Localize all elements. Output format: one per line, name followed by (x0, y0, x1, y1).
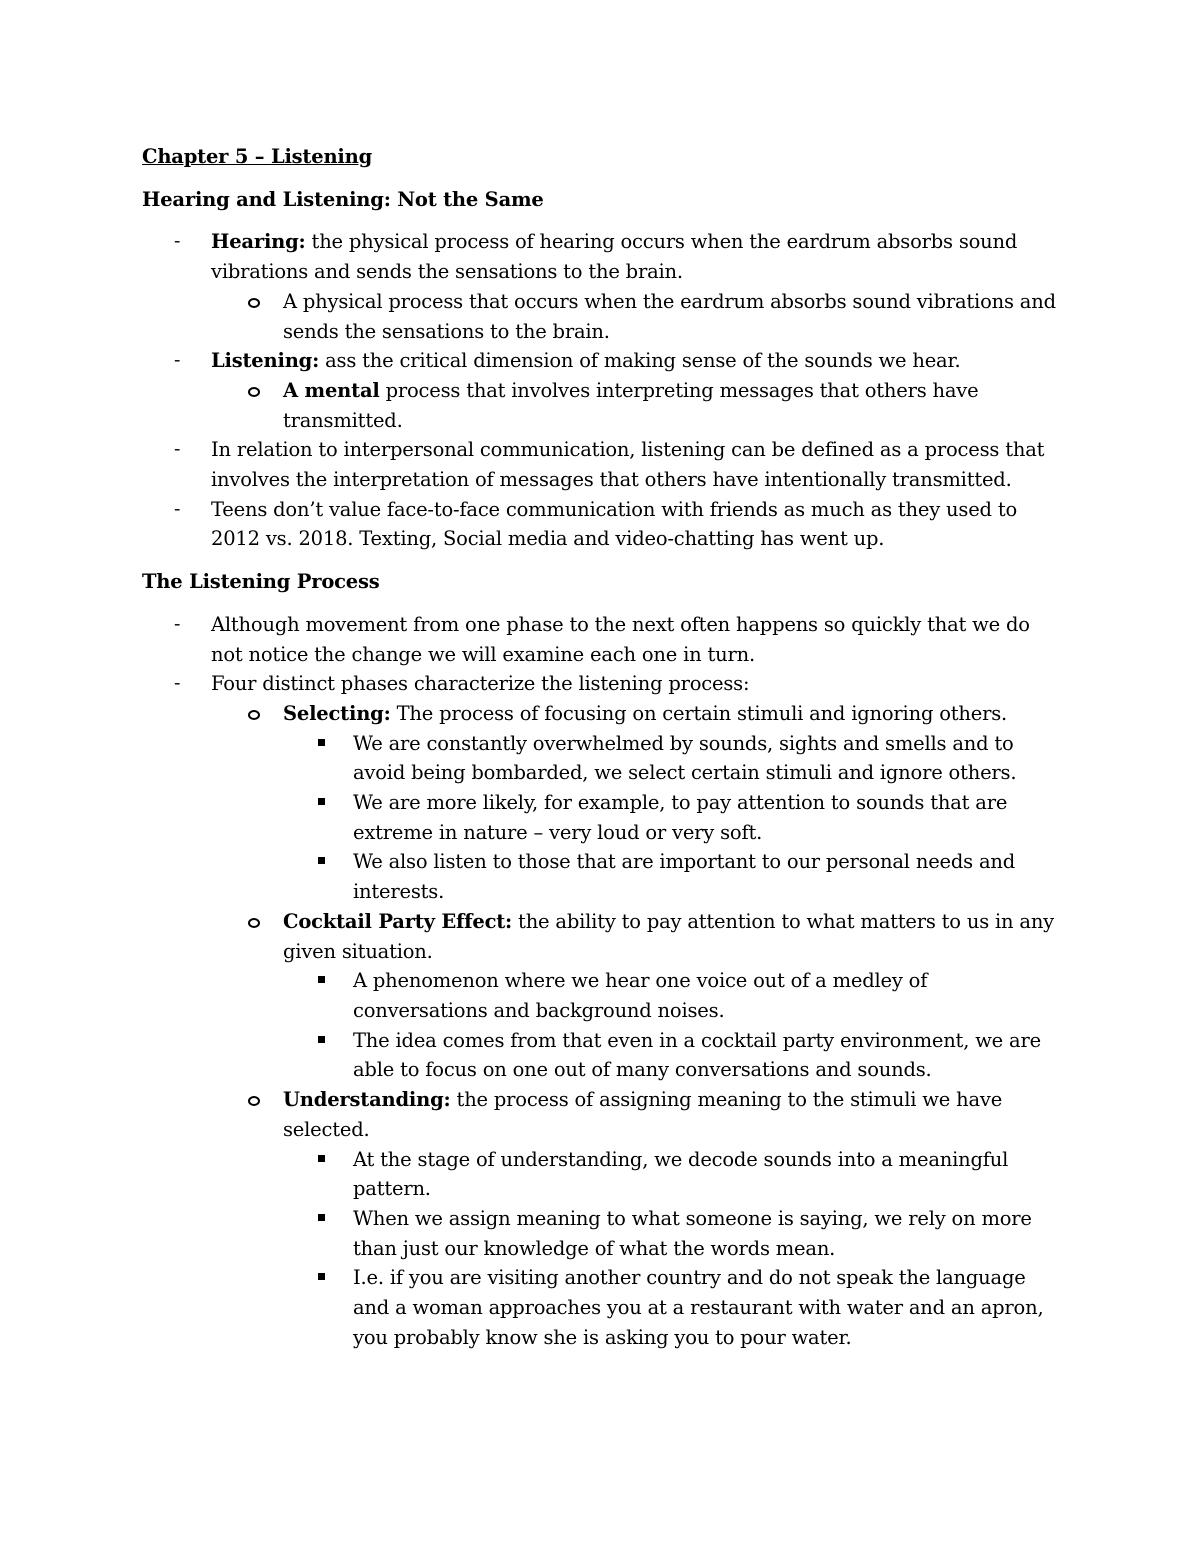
square-bullet-icon (318, 857, 325, 864)
list-item-term: Understanding: (283, 1088, 451, 1112)
list-item-text: Although movement from one phase to the next often happens so quickly that we do not notice the change we will examine each one in turn. (211, 612, 1030, 666)
square-bullet-icon (318, 1155, 325, 1162)
list-item (142, 435, 1062, 494)
list-item-text: The process of focusing on certain stimuli and ignoring others. (390, 701, 1008, 725)
list-item-term: Listening: (211, 349, 320, 373)
list-item-text: The idea comes from that even in a cocktail party environment, we are able to focus on one out of many conversations and sounds. (353, 1028, 1041, 1082)
square-bullet-icon (318, 1214, 325, 1221)
list-item-term: Selecting: (283, 701, 391, 725)
dash-bullet-icon: - (174, 230, 181, 253)
section-heading-hearing-listening: Hearing and Listening: Not the Same (142, 187, 544, 211)
list-item (142, 287, 1062, 346)
circle-bullet-icon (248, 918, 260, 928)
list-item (142, 907, 1062, 966)
circle-bullet-icon (248, 387, 260, 397)
list-item (142, 1263, 1062, 1352)
list-item (142, 1204, 1062, 1263)
list-item-text: We are constantly overwhelmed by sounds, sights and smells and to avoid being bombarded, we select certain stimuli and ignore others. (353, 731, 1017, 785)
list-item-text: ass the critical dimension of making sense of the sounds we hear. (319, 349, 961, 373)
list-item (142, 346, 1062, 376)
document-body (142, 142, 1062, 1352)
list-item (142, 699, 1062, 729)
list-item (142, 1026, 1062, 1085)
list-item (142, 669, 1062, 699)
list-item (142, 1145, 1062, 1204)
circle-bullet-icon (248, 710, 260, 720)
circle-bullet-icon (248, 1096, 260, 1106)
list-item-text: the physical process of hearing occurs when the eardrum absorbs sound vibrations and sends the sensations to the brain. (211, 230, 1018, 284)
list-item-text: Teens don’t value face-to-face communication with friends as much as they used to 2012 vs. 2018. Texting, Social media and video-chatting has went up. (211, 497, 1017, 551)
list-item-text: the process of assigning meaning to the stimuli we have selected. (283, 1088, 1003, 1141)
list-item-text: We are more likely, for example, to pay attention to sounds that are extreme in nature – very loud or very soft. (353, 791, 1008, 844)
list-item-text: I.e. if you are visiting another country and do not speak the language and a woman approaches you at a restaurant with water and an apron, you probably know she is asking you to pour water. (353, 1266, 1044, 1349)
dash-bullet-icon: - (174, 497, 181, 520)
dash-bullet-icon: - (174, 672, 181, 695)
circle-bullet-icon (248, 298, 260, 308)
list-item (142, 227, 1062, 286)
dash-bullet-icon: - (174, 438, 181, 461)
list-item (142, 376, 1062, 435)
list-item-text: We also listen to those that are important to our personal needs and interests. (353, 850, 1016, 904)
list-item-text: A physical process that occurs when the eardrum absorbs sound vibrations and sends the sensations to the brain. (283, 289, 1056, 343)
list-item (142, 966, 1062, 1025)
square-bullet-icon (318, 798, 325, 805)
square-bullet-icon (318, 739, 325, 746)
list-item-text: At the stage of understanding, we decode sounds into a meaningful pattern. (353, 1147, 1009, 1201)
page-title: Chapter 5 – Listening (142, 145, 373, 168)
square-bullet-icon (318, 1036, 325, 1043)
list-item (142, 729, 1062, 788)
dash-bullet-icon: - (174, 349, 181, 372)
list-item (142, 610, 1062, 669)
list-item (142, 495, 1062, 554)
list-item-term: A mental (283, 378, 380, 402)
list-item-text: process that involves interpreting messages that others have transmitted. (283, 378, 979, 432)
list-item (142, 788, 1062, 847)
list-item (142, 1085, 1062, 1144)
dash-bullet-icon: - (174, 612, 181, 635)
square-bullet-icon (318, 976, 325, 983)
list-item-text: the ability to pay attention to what matters to us in any given situation. (283, 909, 1055, 963)
list-item-term: Cocktail Party Effect: (283, 909, 513, 933)
list-item-term: Hearing: (211, 230, 306, 254)
list-item-text: Four distinct phases characterize the listening process: (211, 672, 750, 696)
list-item-text: A phenomenon where we hear one voice out of a medley of conversations and background noises. (353, 969, 928, 1022)
section-heading-listening-process: The Listening Process (142, 570, 380, 594)
list-item-text: When we assign meaning to what someone is saying, we rely on more than just our knowledge of what the words mean. (353, 1206, 1032, 1260)
square-bullet-icon (318, 1273, 325, 1280)
list-item-text: In relation to interpersonal communication, listening can be defined as a process that involves the interpretation of messages that others have intentionally transmitted. (211, 438, 1045, 492)
list-item (142, 847, 1062, 906)
